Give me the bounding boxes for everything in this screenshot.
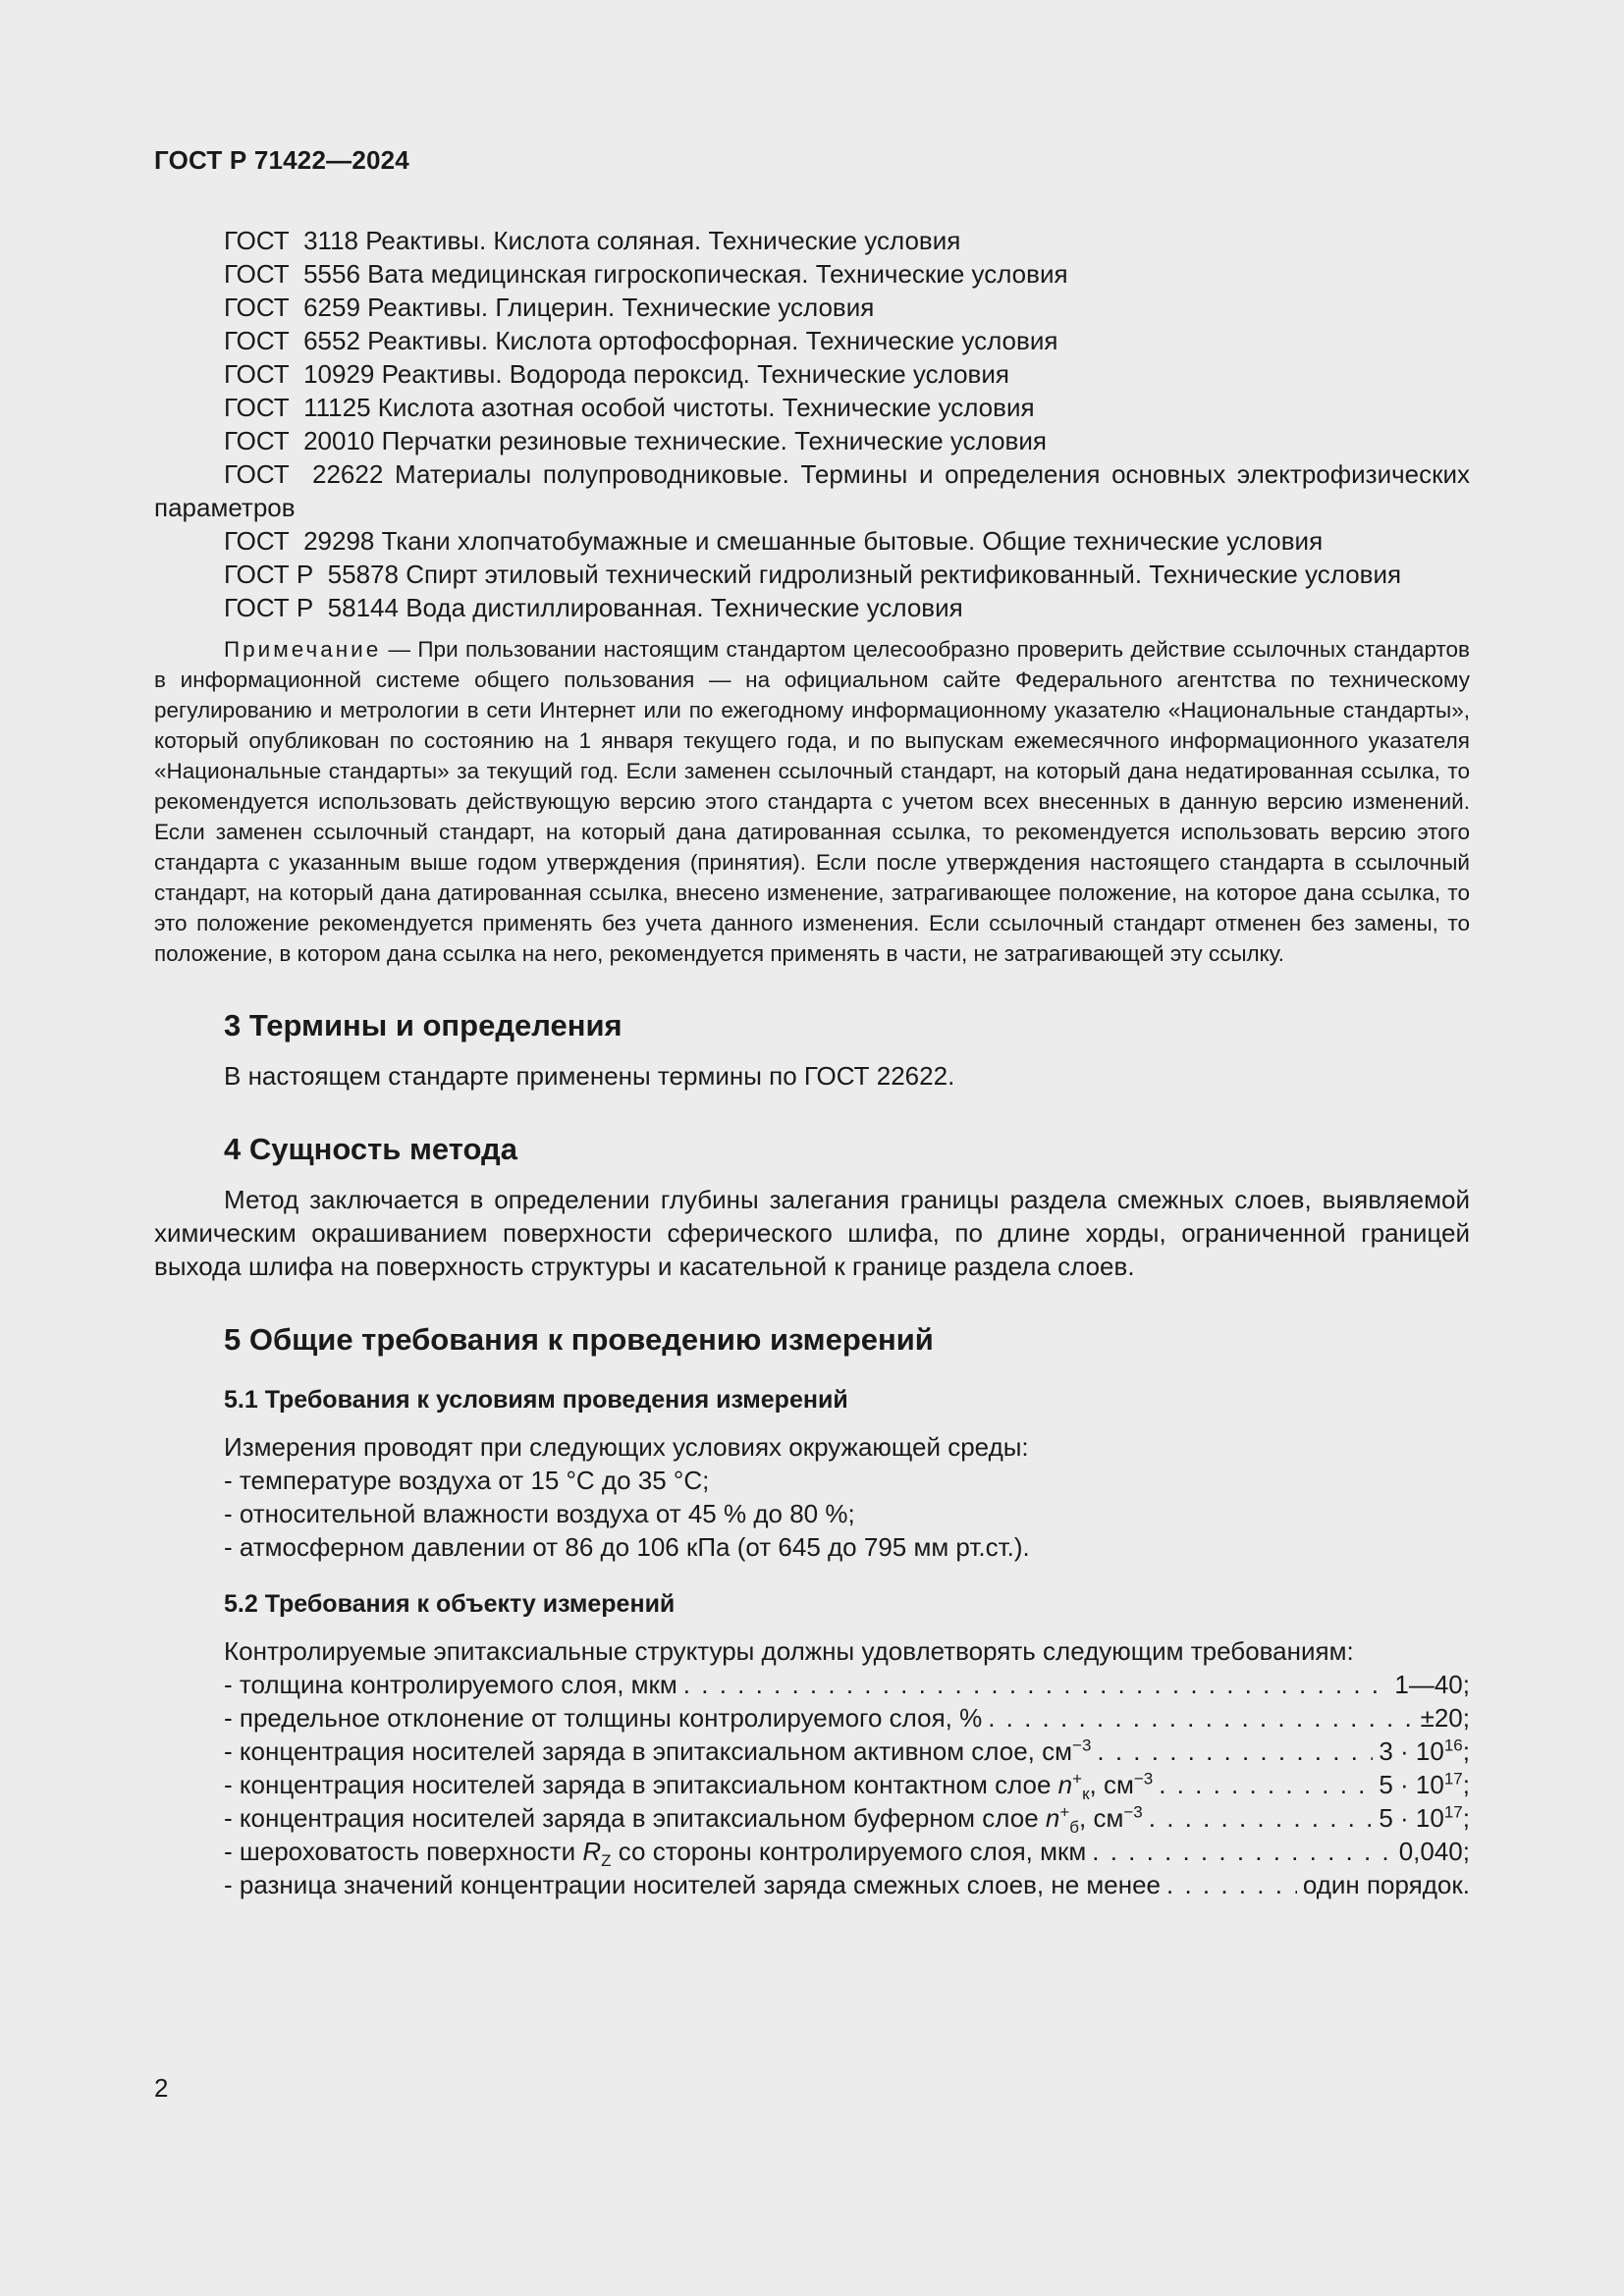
requirement-item: - концентрация носителей заряда в эпитаксиальном контактном слое $n^+_к$, $см^{-3}$ . . . $5 \cdot 10^{17}$; <box>154 1768 1470 1801</box>
reference-item: ГОСТ 3118 Реактивы. Кислота соляная. Технические условия <box>224 226 961 255</box>
note-label: Примечание <box>224 637 382 662</box>
section-4-title: 4 Сущность метода <box>224 1132 517 1166</box>
reference-item: ГОСТ 5556 Вата медицинская гигроскопическая. Технические условия <box>224 259 1068 289</box>
reference-item: ГОСТ 6259 Реактивы. Глицерин. Технические условия <box>224 293 875 322</box>
reference-item: ГОСТ Р 58144 Вода дистиллированная. Технические условия <box>224 593 963 622</box>
section-4-text: Метод заключается в определении глубины залегания границы раздела смежных слоев, выявляемой химическим окрашиванием поверхности сферического шлифа, по длине хорды, ограниченной границей выхода шлифа на поверхность структуры и касательной к границе раздела слоев. <box>154 1185 1470 1281</box>
references-list <box>154 224 1470 624</box>
section-5-2-intro: Контролируемые эпитаксиальные структуры должны удовлетворять следующим требованиям: <box>224 1636 1354 1666</box>
requirement-item: - толщина контролируемого слоя, мкм . . . 1—40; <box>154 1668 1470 1701</box>
document-code-header: ГОСТ Р 71422—2024 <box>154 145 409 175</box>
condition-item: - атмосферном давлении от 86 до 106 кПа (от 645 до 795 мм рт.ст.). <box>224 1532 1030 1562</box>
requirement-item: - предельное отклонение от толщины контролируемого слоя, % . . . ±20; <box>154 1701 1470 1735</box>
reference-item: ГОСТ 6552 Реактивы. Кислота ортофосфорная. Технические условия <box>224 326 1058 355</box>
condition-item: - температуре воздуха от 15 °С до 35 °С; <box>224 1466 710 1495</box>
note-text: — При пользовании настоящим стандартом целесообразно проверить действие ссылочных стандартов в информационной системе общего пользования — на официальном сайте Федерального агентства по техническому регулированию и метрологии в сети Интернет или по ежегодному информационному указателю «Национальные стандарты», который опубликован по состоянию на 1 января текущего года, и по выпускам ежемесячного информационного указателя «Национальные стандарты» за текущий год. Если заменен ссылочный стандарт, на который дана недатированная ссылка, то рекомендуется использовать действующую версию этого стандарта с учетом всех внесенных в данную версию изменений. Если заменен ссылочный стандарт, на который дана датированная ссылка, то рекомендуется использовать версию этого стандарта с указанным выше годом утверждения (принятия). Если после утверждения настоящего стандарта в ссылочный стандарт, на который дана датированная ссылка, внесено изменение, затрагивающее положение, на которое дана ссылка, то это положение рекомендуется применять без учета данного изменения. Если ссылочный стандарт отменен без замены, то положение, в котором дана ссылка на него, рекомендуется применять в части, не затрагивающей эту ссылку. <box>154 637 1470 966</box>
requirement-item: - концентрация носителей заряда в эпитаксиальном активном слое, $см^{-3}$ . . . $3 \cdot 10^{16}$; <box>154 1735 1470 1768</box>
section-3-title: 3 Термины и определения <box>224 1008 623 1042</box>
page-number: 2 <box>154 2073 169 2103</box>
reference-item: ГОСТ 11125 Кислота азотная особой чистоты. Технические условия <box>224 393 1035 422</box>
reference-item: ГОСТ 20010 Перчатки резиновые технические. Технические условия <box>224 426 1047 455</box>
reference-item: ГОСТ Р 55878 Спирт этиловый технический гидролизный ректификованный. Технические условия <box>224 560 1402 589</box>
reference-item: ГОСТ 10929 Реактивы. Водорода пероксид. Технические условия <box>224 359 1009 389</box>
section-5-2-title: 5.2 Требования к объекту измерений <box>224 1590 676 1618</box>
section-5-1-title: 5.1 Требования к условиям проведения измерений <box>224 1386 848 1414</box>
section-5-1-intro: Измерения проводят при следующих условиях окружающей среды: <box>224 1432 1029 1462</box>
references-note <box>154 634 1470 969</box>
section-5-title: 5 Общие требования к проведению измерений <box>224 1322 934 1357</box>
section-3-text: В настоящем стандарте применены термины по ГОСТ 22622. <box>224 1061 955 1091</box>
requirement-item: - шероховатость поверхности $R_Z$ со стороны контролируемого слоя, мкм . . . 0,040; <box>154 1835 1470 1868</box>
condition-item: - относительной влажности воздуха от 45 % до 80 %; <box>224 1499 855 1528</box>
page-content <box>154 224 1470 1901</box>
reference-item: ГОСТ 29298 Ткани хлопчатобумажные и смешанные бытовые. Общие технические условия <box>224 526 1324 556</box>
requirement-item: - разница значений концентрации носителей заряда смежных слоев, не менее . . . один порядок. <box>154 1868 1470 1901</box>
requirement-item: - концентрация носителей заряда в эпитаксиальном буферном слое $n^+_б$, $см^{-3}$ . . . $5 \cdot 10^{17}$; <box>154 1801 1470 1835</box>
reference-item: ГОСТ 22622 Материалы полупроводниковые. Термины и определения основных электрофизических параметров <box>154 459 1470 522</box>
